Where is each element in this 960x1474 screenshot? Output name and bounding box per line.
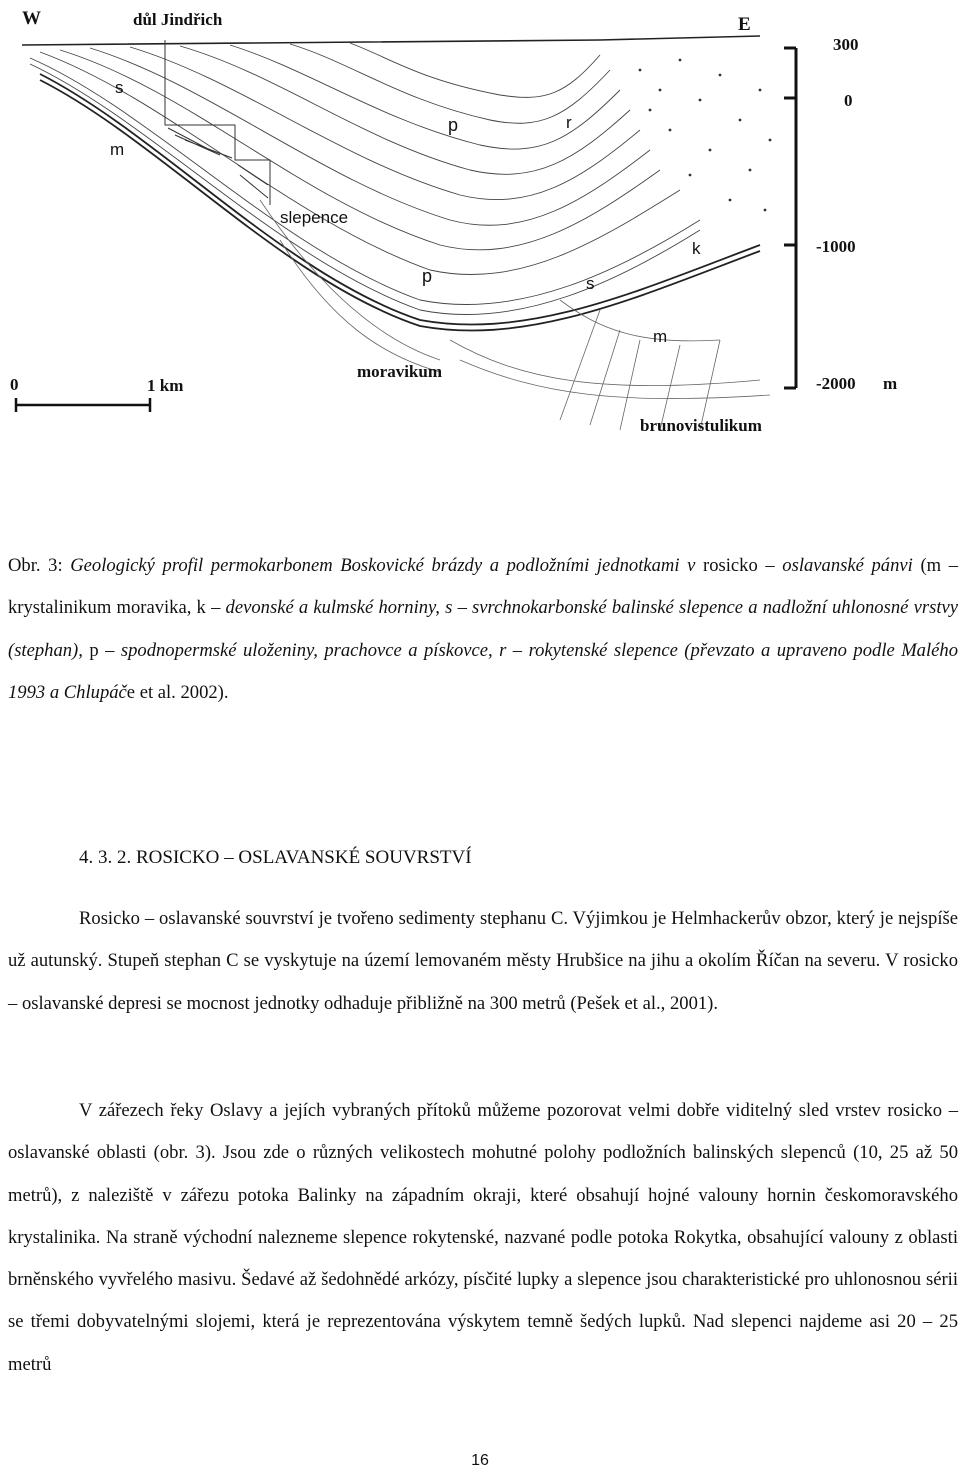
paragraph-1: Rosicko – oslavanské souvrství je tvořeno sedimenty stephanu C. Výjimkou je Helmhackerův obzor, který je nejspíše už autunský. Stupeň stephan C se vyskytuje na území lemovaném městy Hrubšice na jihu a okolím Říčan na severu. V rosicko – oslavanské depresi se mocnost jednotky odhaduje přibližně na 300 metrů (Pešek et al., 2001).	[8, 908, 958, 1014]
tick-minus-1000: -1000	[816, 237, 856, 256]
caption-text-9: e et al. 2002).	[126, 681, 229, 703]
mine-label: důl Jindřich	[133, 10, 223, 29]
section-heading: 4. 3. 2. ROSICKO – OSLAVANSKÉ SOUVRSTVÍ	[79, 847, 472, 868]
caption-text-5: krystalinikum moravika, k	[8, 597, 206, 619]
rokytenske-slepence-dots	[639, 59, 772, 212]
scale-1km-label: 1 km	[147, 376, 184, 395]
caption-text-7: p	[89, 639, 99, 661]
east-label: E	[738, 14, 751, 35]
elevation-unit: m	[883, 374, 898, 393]
tick-minus-2000: -2000	[816, 374, 856, 393]
tick-0: 0	[844, 91, 853, 110]
unit-s-right-label: s	[586, 274, 595, 293]
unit-m-upper-label: m	[110, 140, 125, 159]
basin-strata	[30, 43, 700, 315]
brunovistulikum-label: brunovistulikum	[640, 416, 762, 435]
caption-text-3: – oslavanské pánvi	[765, 555, 913, 576]
unit-k-label: k	[692, 239, 701, 258]
moravikum-label: moravikum	[357, 362, 442, 381]
unit-slepence-label: slepence	[280, 208, 349, 227]
elevation-scale	[784, 35, 897, 393]
unit-r-label: r	[566, 113, 572, 132]
caption-text-2: rosicko	[703, 555, 758, 576]
caption-text-8: – spodnopermské uloženiny, prachovce a pískovce, r – rokytenské slepence (převzato a upraveno podle Malého 1993 a Chlupáč	[8, 639, 958, 703]
figure-caption	[8, 545, 958, 714]
caption-text-4: (m –	[920, 555, 959, 576]
unit-m-lower-label: m	[653, 327, 668, 346]
scale-zero-label: 0	[10, 375, 19, 394]
page-number: 16	[471, 1452, 489, 1469]
geological-profile-svg	[0, 0, 960, 450]
caption-label: Obr. 3:	[8, 555, 63, 576]
caption-text-6: – devonské a kulmské horniny, s – svrchnokarbonské balinské slepence a nadložní uhlonosné vrstvy (stephan),	[8, 597, 958, 661]
tick-300: 300	[833, 35, 859, 54]
unit-p-lower-label: p	[422, 266, 433, 286]
paragraph-2: V zářezech řeky Oslavy a jejích vybraných přítoků můžeme pozorovat velmi dobře viditelný sled vrstev rosicko – oslavanské oblasti (obr. 3). Jsou zde o různých velikostech mohutné polohy podložních balinských slepenců (10, 25 až 50 metrů), z naleziště v zářezu potoka Balinky na západním okraji, které obsahují hojné valouny hornin českomoravského krystalinika. Na straně východní nalezneme slepence rokytenské, nazvané podle potoka Rokytka, obsahující valouny z oblasti brněnského vyvřelého masivu. Šedavé až šedohnědé arkózy, písčité lupky a slepence jsou charakteristické pro uhlonosnou sérii se třemi dobyvatelnými slojemi, která je reprezentována výskytem temně šedých lupků. Nad slepenci najdeme asi 20 – 25 metrů	[8, 1100, 958, 1375]
unit-p-upper-label: p	[448, 115, 459, 135]
west-label: W	[22, 8, 41, 29]
unit-s-upper-label: s	[115, 78, 124, 97]
caption-text-1: Geologický profil permokarbonem Boskovické brázdy a podložními jednotkami v	[70, 555, 696, 576]
horizontal-scale-bar	[10, 375, 183, 412]
geological-profile-figure	[0, 0, 960, 450]
